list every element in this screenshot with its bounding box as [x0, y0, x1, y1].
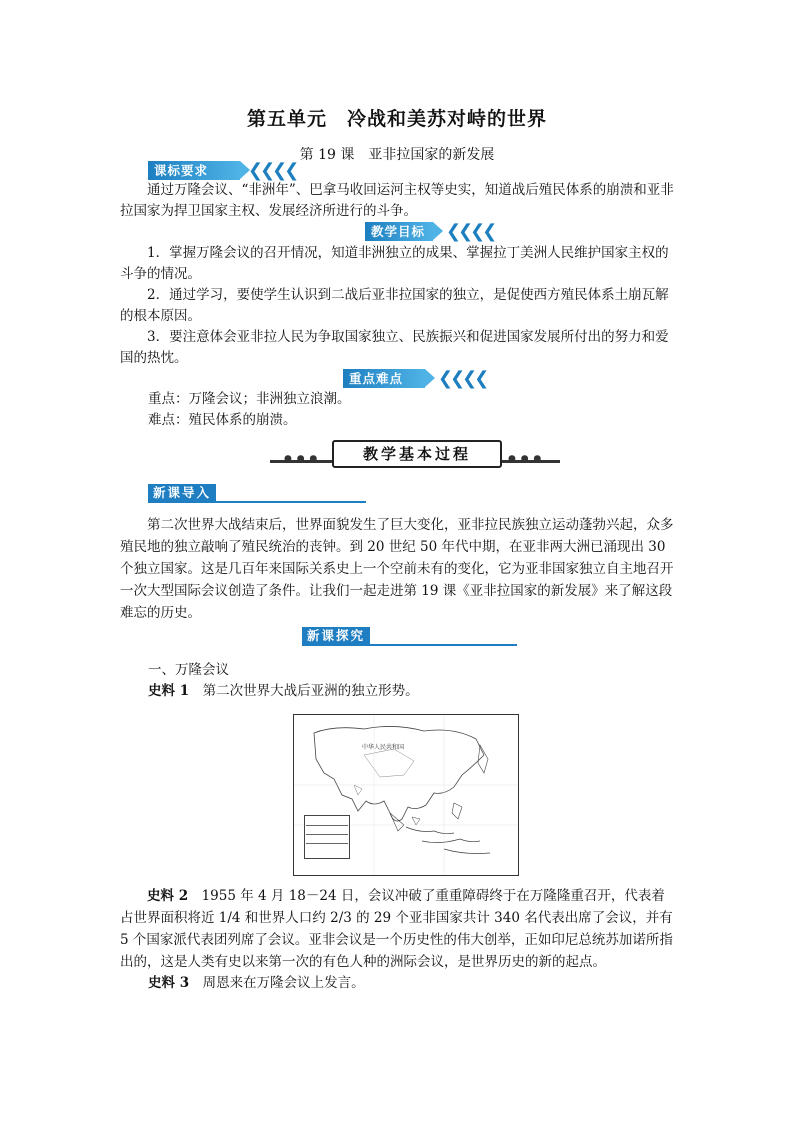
curriculum-label — [148, 161, 240, 180]
source-2 — [120, 885, 675, 973]
intro-underline — [148, 501, 366, 503]
lesson-title: 第 19 课 亚非拉国家的新发展 — [299, 147, 495, 163]
intro-text: 第二次世界大战结束后，世界面貌发生了巨大变化，亚非拉民族独立运动蓬勃兴起，众多殖民地的独立敲响了殖民统治的丧钟。到 20 世纪 50 年代中期，在亚非两大洲已涌现出 30 个独立国家。这是几百年来国际关系史上一个空前未有的变化，它为亚非国家独立自主地召开一次大型国际会议创造了条件。让我们一起走进第 19 课《亚非拉国家的新发展》来了解这段难忘的历史。 — [120, 517, 674, 621]
intro-label — [148, 482, 216, 502]
source-2-text: 1955 年 4 月 18－24 日，会议冲破了重重障碍终于在万隆隆重召开，代表着占世界面积将近 1/4 和世界人口约 2/3 的 29 个亚非国家共计 340 名代表出席了会议，并有 5 个国家派代表团列席了会议。亚非会议是一个历史性的伟大创举，正如印尼总统苏加诺所指出的，这是人类有史以来第一次的有色人种的洲际会议，是世界历史的新的起点。 — [120, 888, 673, 970]
source-3 — [148, 973, 365, 994]
difficult-point: 难点：殖民体系的崩溃。 — [148, 412, 297, 428]
asia-independence-map — [293, 714, 519, 876]
explore-underline — [302, 644, 517, 646]
source-2-label: 史料 2 — [147, 888, 189, 904]
goals-label — [365, 222, 433, 241]
source-1 — [148, 681, 419, 702]
key-points-label — [343, 369, 425, 388]
source-1-label: 史料 1 — [148, 683, 190, 699]
chevron-arrows-icon: ❮❮❮❮ — [248, 160, 297, 181]
goal-item-1: 1．掌握万隆会议的召开情况，知道非洲独立的成果、掌握拉丁美洲人民维护国家主权的斗争的情况。 — [120, 245, 669, 282]
chevron-arrows-icon: ❮❮❮❮ — [438, 368, 487, 389]
curriculum-text: 通过万隆会议、“非洲年”、巴拿马收回运河主权等史实，知道战后殖民体系的崩溃和亚非拉国家为捍卫国家主权、发展经济所进行的斗争。 — [120, 182, 674, 219]
goal-item-3: 3．要注意体会亚非拉人民为争取国家独立、民族振兴和促进国家发展所付出的努力和爱国的热忱。 — [120, 329, 669, 366]
banner-dots-right: ● ● ● — [508, 454, 543, 464]
explore-label — [302, 625, 370, 645]
explore-label-text: 新课探究 — [302, 627, 370, 645]
process-banner — [270, 440, 560, 466]
key-points-label-text: 重点难点 — [349, 371, 404, 386]
process-banner-title: 教学基本过程 — [332, 440, 502, 468]
key-point: 重点：万隆会议；非洲独立浪潮。 — [148, 391, 351, 407]
curriculum-label-text: 课标要求 — [154, 163, 209, 178]
unit-title: 第五单元 冷战和美苏对峙的世界 — [246, 108, 547, 130]
section-heading: 一、万隆会议 — [148, 662, 229, 678]
map-legend — [304, 815, 350, 859]
source-3-text: 周恩来在万隆会议上发言。 — [202, 975, 365, 991]
map-label-china: 中华人民共和国 — [362, 744, 405, 751]
goal-item-2: 2．通过学习，要使学生认识到二战后亚非拉国家的独立，是促使西方殖民体系土崩瓦解的根本原因。 — [120, 287, 669, 324]
intro-label-text: 新课导入 — [148, 484, 216, 502]
banner-dots-left: ● ● ● — [284, 454, 319, 464]
source-1-text: 第二次世界大战后亚洲的独立形势。 — [202, 683, 419, 699]
source-3-label: 史料 3 — [148, 975, 190, 991]
goals-label-text: 教学目标 — [371, 224, 426, 239]
chevron-arrows-icon: ❮❮❮❮ — [446, 221, 495, 242]
